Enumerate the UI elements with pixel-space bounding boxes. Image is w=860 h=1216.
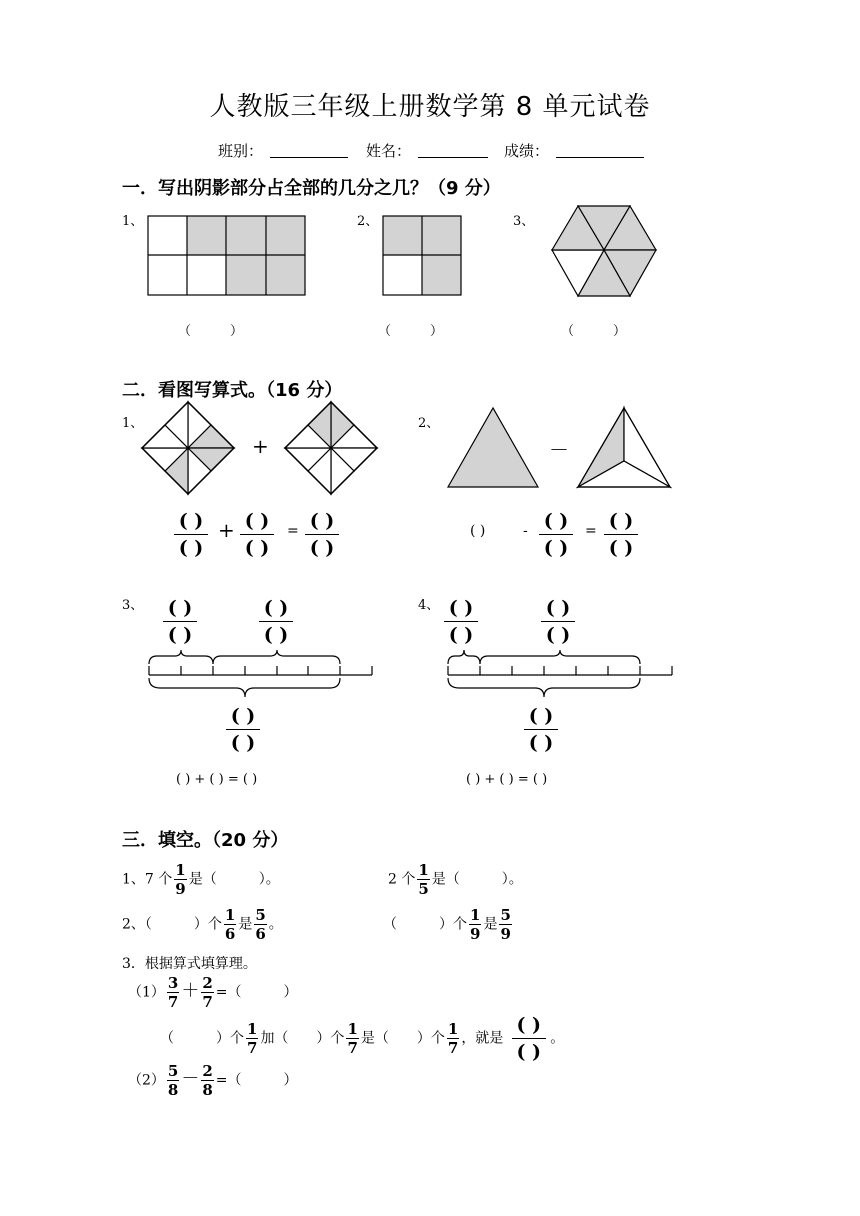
s3-q3-1-reasoning[interactable]: （ ）个 $\frac{1}{7}$ 加（ ）个 $\frac{1}{7}$ 是（ ）个 $\frac{1}{7}$ ，就是 ( ) ( ) 。 [160, 1014, 565, 1063]
s2-q2-minus-sign: － [549, 438, 569, 462]
s2-q3-number-line [149, 650, 372, 697]
s1-q3-label: 3、 [513, 214, 535, 229]
s2-q1-eq-plus: + [218, 518, 235, 542]
s2-q4-label: 4、 [418, 598, 440, 613]
s3-q1b[interactable]: 2 个 $\frac{1}{5}$ 是（ ）。 [388, 861, 523, 898]
score-label: 成绩： [504, 142, 550, 160]
s1-q2-square-figure [383, 216, 461, 295]
s2-q1-diamond-right [285, 402, 377, 494]
s2-q2-frac-2[interactable]: ( ) ( ) [604, 510, 638, 559]
s3-q2b[interactable]: （ ）个 $\frac{1}{9}$ 是 $\frac{5}{9}$ [383, 906, 511, 943]
s2-q3-label: 3、 [122, 598, 144, 613]
s1-q2-label: 2、 [357, 214, 379, 229]
s2-q2-label: 2、 [418, 416, 440, 431]
s1-q2-answer[interactable]: （ ） [378, 324, 444, 339]
s1-q1-rectangle-figure [148, 216, 305, 295]
s2-q3-frac-bottom[interactable]: ( ) ( ) [226, 705, 260, 754]
s3-q3-intro: 3．根据算式填算理。 [122, 956, 257, 972]
section-3-heading: 三．填空。（20 分） [122, 830, 289, 851]
s2-q2-triangle-right [578, 408, 670, 487]
s2-q4-frac-bottom[interactable]: ( ) ( ) [524, 705, 558, 754]
s2-q4-frac-top-1[interactable]: ( ) ( ) [444, 597, 478, 646]
s1-q3-answer[interactable]: （ ） [561, 324, 627, 339]
page-title: 人教版三年级上册数学第 8 单元试卷 [209, 92, 651, 122]
s2-q2-eq-minus: - [523, 523, 528, 539]
s3-q2a[interactable]: 2、（ ）个 $\frac{1}{6}$ 是 $\frac{5}{6}$ 。 [122, 906, 283, 943]
s2-q1-label: 1、 [122, 416, 144, 431]
s1-q3-hexagon-figure [552, 206, 656, 296]
s2-q4-frac-top-2[interactable]: ( ) ( ) [541, 597, 575, 646]
s3-q3-1[interactable]: （1） $\frac{3}{7}$ ＋ $\frac{2}{7}$ =（ ） [128, 974, 298, 1011]
s2-q3-equation[interactable]: ( ) + ( ) = ( ) [176, 772, 258, 787]
s2-q1-frac-1[interactable]: ( ) ( ) [174, 510, 208, 559]
s3-q1a[interactable]: 1、7 个 $\frac{1}{9}$ 是（ ）。 [122, 861, 280, 898]
s2-q2-equals: = [585, 523, 597, 539]
s3-q3-2[interactable]: （2） $\frac{5}{8}$ － $\frac{2}{8}$ =（ ） [128, 1062, 298, 1099]
s2-q1-diamond-left [142, 402, 234, 494]
section-2-heading: 二．看图写算式。（16 分） [122, 380, 343, 401]
s2-q1-frac-3[interactable]: ( ) ( ) [305, 510, 339, 559]
section-1-heading: 一．写出阴影部分占全部的几分之几？（9 分） [122, 178, 501, 199]
s2-q2-triangle-left [448, 408, 538, 487]
s2-q1-plus-sign: + [252, 434, 269, 458]
s2-q3-frac-top-1[interactable]: ( ) ( ) [163, 597, 197, 646]
s2-q1-frac-2[interactable]: ( ) ( ) [240, 510, 274, 559]
s2-q4-equation[interactable]: ( ) + ( ) = ( ) [466, 772, 548, 787]
s1-q1-label: 1、 [122, 214, 144, 229]
s2-q3-frac-top-2[interactable]: ( ) ( ) [259, 597, 293, 646]
s1-q1-answer[interactable]: （ ） [178, 324, 244, 339]
s2-q4-number-line [448, 650, 672, 697]
s2-q1-equals: = [287, 523, 299, 539]
class-label: 班别： [218, 142, 264, 160]
s2-q2-blank[interactable]: ( ) [470, 523, 486, 539]
s2-q2-frac-1[interactable]: ( ) ( ) [539, 510, 573, 559]
name-label: 姓名： [366, 142, 412, 160]
